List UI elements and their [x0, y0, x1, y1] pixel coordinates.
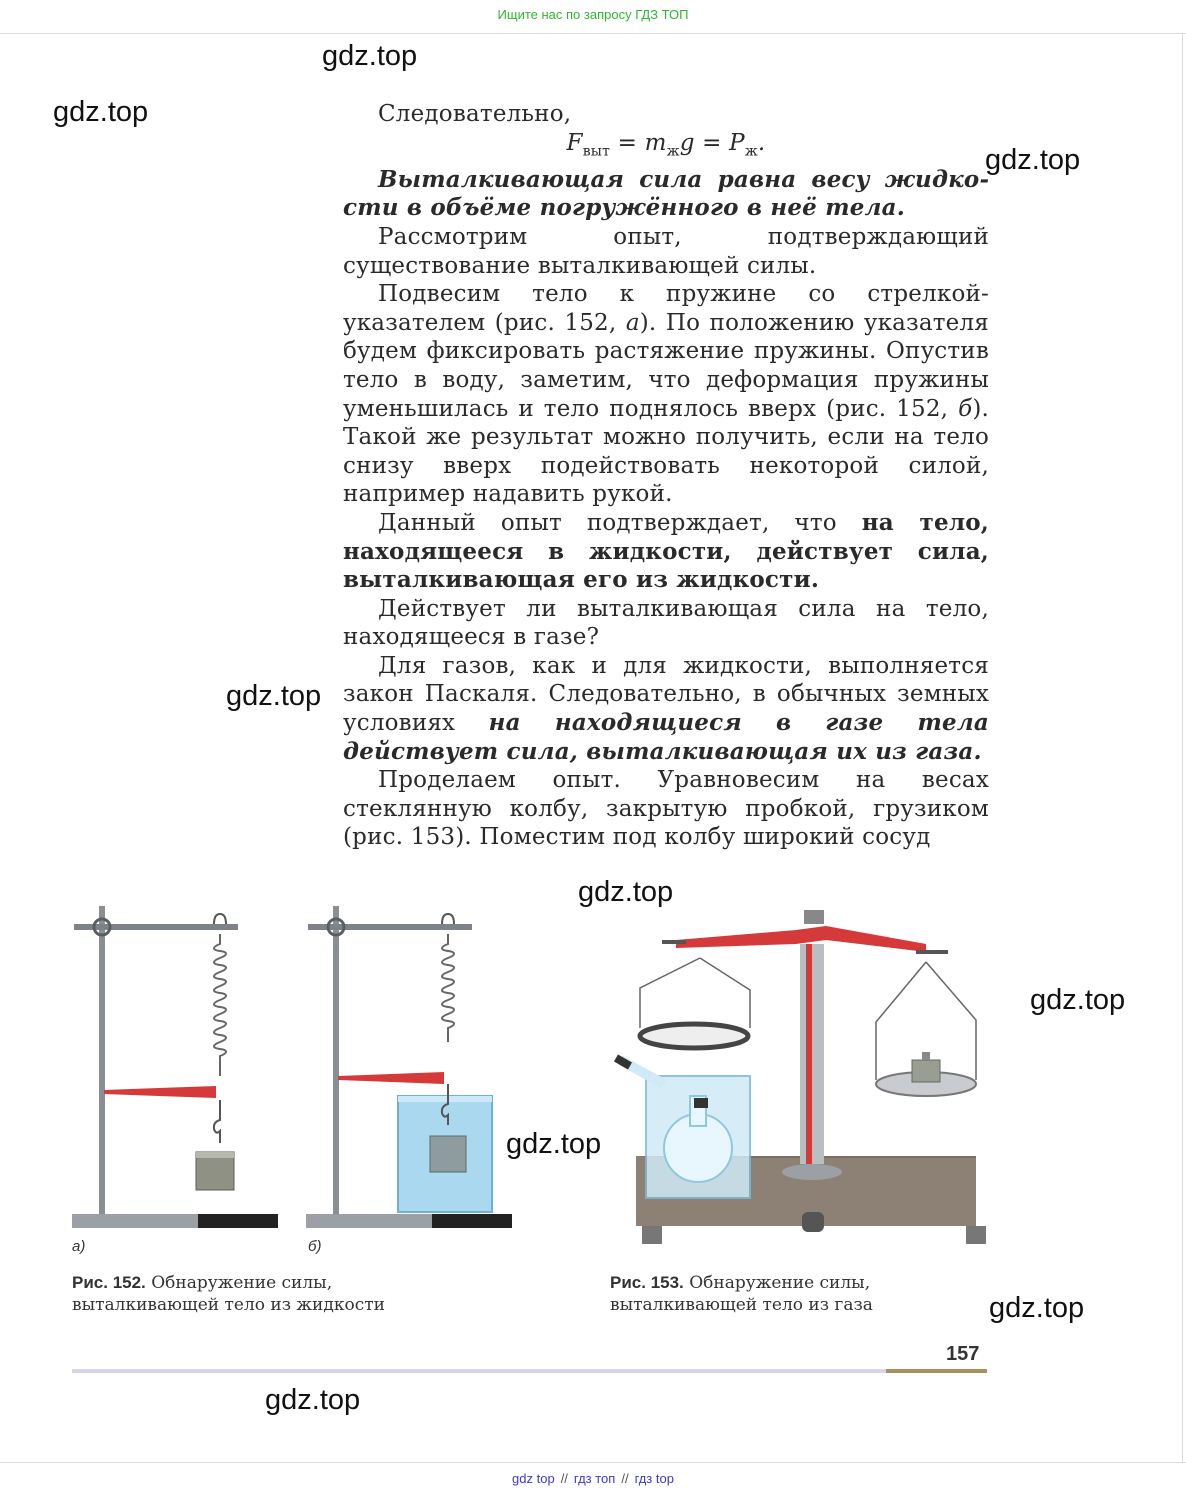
left-pan-icon	[640, 1024, 748, 1048]
scale-foot	[966, 1226, 986, 1244]
bottom-link[interactable]: гдз top	[634, 1471, 674, 1486]
textbook-text	[343, 100, 989, 852]
paragraph: Данный опыт подтверждает, что на тело, находящееся в жидкости, действует сила, выталкивающая его из жидкости.	[343, 508, 989, 594]
hook-icon	[214, 1100, 220, 1143]
figure-label-b: б)	[308, 1238, 322, 1255]
watermark: gdz.top	[322, 40, 418, 72]
formula: $F_{выт} = m_жg = P_ж$.	[566, 129, 766, 160]
figure-label-a: а)	[72, 1238, 86, 1255]
cork-icon	[694, 1098, 708, 1108]
frame-bottom-border	[0, 1462, 1186, 1463]
stand-rod	[333, 906, 339, 1216]
figure-152b-spring-stand-water	[302, 900, 522, 1235]
spring-icon	[442, 934, 454, 1042]
stand-crossbar	[308, 924, 472, 930]
hook-icon	[442, 914, 454, 924]
stand-crossbar	[74, 924, 238, 930]
counterweight-icon	[912, 1060, 940, 1082]
definition-paragraph: Выталкивающая сила равна весу жидкости в объёме погружённого в неё тела.	[343, 165, 989, 222]
column-foot	[782, 1164, 842, 1180]
paragraph: Для газов, как и для жидкости, выполняется закон Паскаля. Следовательно, в обычных земных условиях на находящиеся в газе тела действует сила, выталкивающая их из газа.	[343, 652, 989, 765]
scale-knob	[804, 910, 824, 924]
frame-right-border	[1182, 33, 1183, 1463]
figure-153-balance-scale	[606, 900, 996, 1255]
watermark: gdz.top	[226, 680, 322, 712]
footer-rule-accent	[886, 1369, 987, 1373]
pointer-icon	[104, 1086, 216, 1098]
watermark: gdz.top	[53, 96, 149, 128]
bottom-link[interactable]: gdz top	[512, 1471, 555, 1486]
scale-indicator-icon	[806, 944, 812, 1164]
frame-top-border	[0, 33, 1186, 34]
figure-152a-spring-stand	[68, 900, 288, 1235]
bottom-links: gdz top // гдз топ // гдз top	[512, 1471, 674, 1486]
level-icon	[802, 1212, 824, 1232]
paragraph: Подвесим тело к пружине со стрелкой-указателем (рис. 152, а). По положению указателя будем фиксировать растяжение пружины. Опустив тело в воду, заметим, что деформация пружины уменьшилась и тело поднялось вверх (рис. 152, б). Такой же результат можно получить, если на тело снизу вверх подействовать некоторой силой, например надавить рукой.	[343, 281, 989, 508]
hook-icon	[214, 914, 226, 924]
caption-fig-152: Рис. 152. Обнаружение силы, выталкивающей тело из жидкости	[72, 1273, 385, 1315]
bottom-link[interactable]: гдз топ	[573, 1471, 616, 1486]
left-pan-hanger	[640, 958, 750, 1028]
page-number: 157	[946, 1343, 980, 1365]
footer-rule	[72, 1369, 987, 1373]
spring-icon	[214, 934, 226, 1076]
watermark: gdz.top	[578, 876, 674, 908]
pointer-icon	[338, 1072, 444, 1084]
paragraph: Следовательно,	[378, 101, 572, 127]
paragraph: Действует ли выталкивающая сила на тело, находящееся в газе?	[343, 595, 989, 651]
caption-fig-153: Рис. 153. Обнаружение силы, выталкивающей тело из газа	[610, 1273, 873, 1315]
search-banner[interactable]: Ищите нас по запросу ГДЗ ТОП	[497, 7, 689, 22]
watermark: gdz.top	[1030, 984, 1126, 1016]
paragraph: Проделаем опыт. Уравновесим на весах стеклянную колбу, закрытую пробкой, грузиком (рис. 153). Поместим под колбу широкий сосуд	[343, 767, 989, 851]
watermark: gdz.top	[506, 1128, 602, 1160]
watermark: gdz.top	[989, 1292, 1085, 1324]
stand-rod	[99, 906, 105, 1216]
watermark: gdz.top	[985, 144, 1081, 176]
scale-foot	[642, 1226, 662, 1244]
paragraph: Рассмотрим опыт, подтверждающий существование выталкивающей силы.	[343, 223, 989, 279]
weight-icon	[430, 1136, 466, 1172]
watermark: gdz.top	[265, 1384, 361, 1416]
